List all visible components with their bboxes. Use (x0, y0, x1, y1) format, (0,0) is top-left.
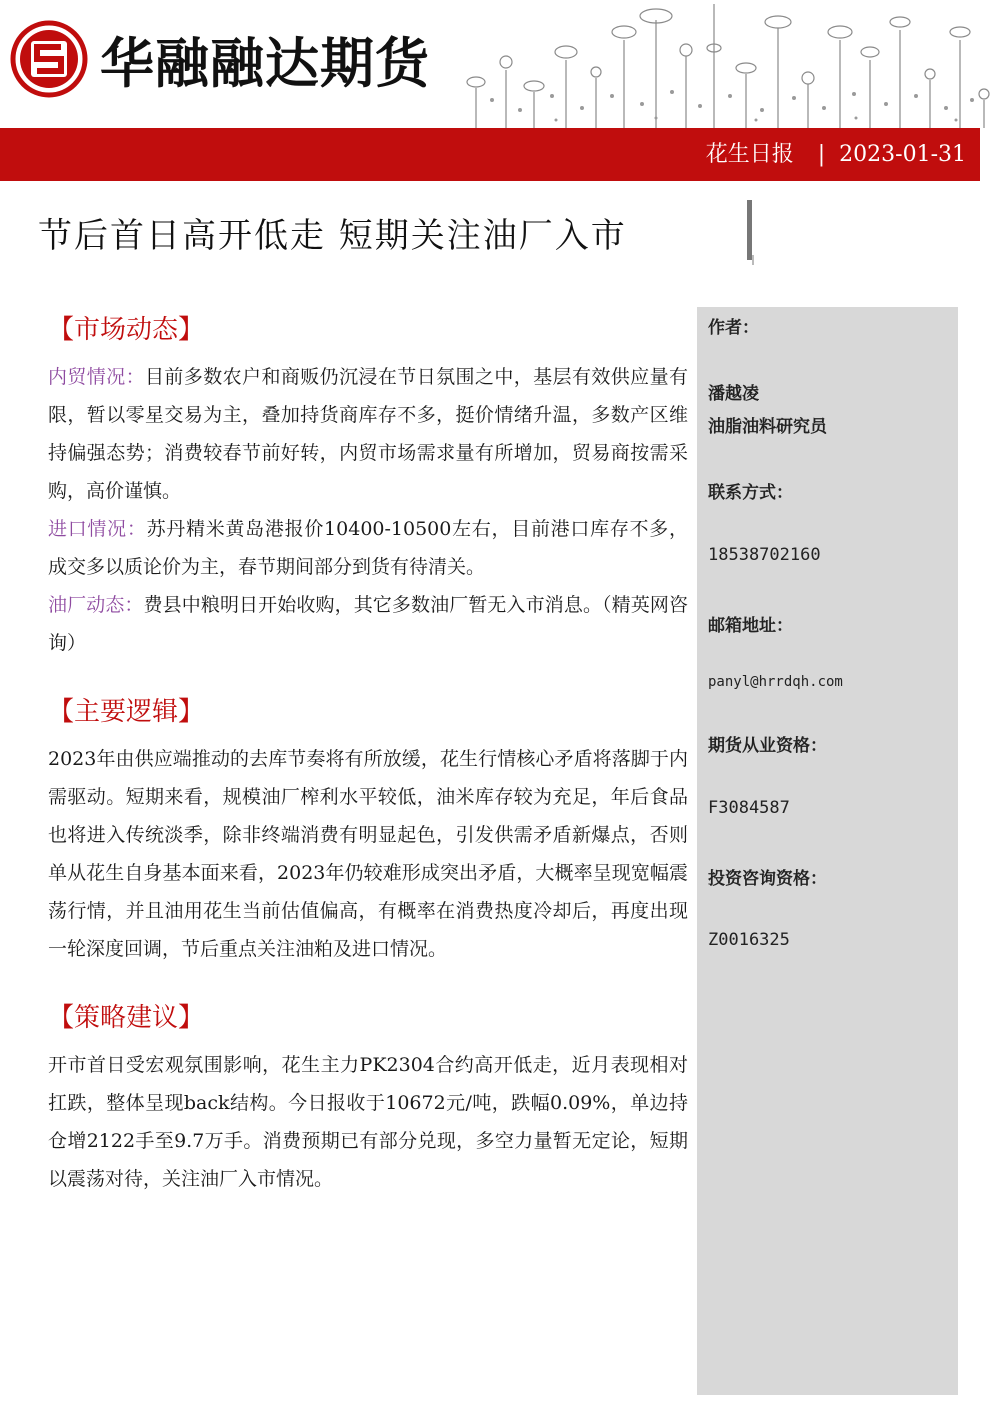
market-item-label: 进口情况： (48, 518, 147, 540)
section-heading-strategy: 【策略建议】 (48, 1003, 205, 1033)
author-label: 作者： (708, 318, 759, 338)
report-title: 节后首日高开低走 短期关注油厂入市 (38, 216, 627, 256)
email-label: 邮箱地址： (708, 616, 793, 636)
market-item-label: 油厂动态： (48, 594, 144, 616)
market-item-domestic (48, 358, 688, 510)
report-type: 花生日报 (705, 142, 794, 167)
market-item-import (48, 510, 688, 586)
market-item-label: 内贸情况： (48, 366, 146, 388)
company-logo-icon (10, 20, 88, 98)
market-section (48, 310, 688, 662)
advisory-cert-number: Z0016325 (708, 930, 790, 950)
author-name: 潘越凌 (708, 384, 759, 404)
section-heading-logic: 【主要逻辑】 (48, 697, 205, 727)
market-item-oil-mill (48, 586, 688, 662)
brand-name: 华融融达期货 (100, 32, 430, 95)
phone-number: 18538702160 (708, 545, 821, 565)
report-meta (706, 128, 966, 181)
contact-label: 联系方式： (708, 483, 793, 503)
band-separator: | (817, 142, 826, 167)
author-title: 油脂油料研究员 (708, 417, 827, 437)
email-address[interactable]: panyl@hrrdqh.com (708, 674, 843, 690)
strategy-section (48, 998, 688, 1198)
author-sidebar (697, 307, 958, 1395)
market-item-text: 苏丹精米黄岛港报价10400-10500左右，目前港口库存不多，成交多以质论价为主，春节期间部分到货有待清关。 (48, 518, 688, 578)
header-band (0, 128, 980, 181)
section-heading-market: 【市场动态】 (48, 315, 205, 345)
futures-cert-label: 期货从业资格： (708, 736, 827, 756)
header-decoration (456, 0, 992, 128)
title-divider (747, 200, 752, 260)
title-divider-tick (752, 255, 754, 265)
main-content (48, 310, 688, 1228)
market-item-text: 费县中粮明日开始收购，其它多数油厂暂无入市消息。（精英网咨询） (48, 594, 688, 654)
report-date: 2023-01-31 (839, 142, 966, 167)
advisory-cert-label: 投资咨询资格： (708, 869, 827, 889)
futures-cert-number: F3084587 (708, 798, 790, 818)
market-item-text: 目前多数农户和商贩仍沉浸在节日氛围之中，基层有效供应量有限，暂以零星交易为主，叠加持货商库存不多，挺价情绪升温，多数产区维持偏强态势；消费较春节前好转，内贸市场需求量有所增加，贸易商按需采购，高价谨慎。 (48, 366, 688, 502)
logic-text: 2023年由供应端推动的去库节奏将有所放缓，花生行情核心矛盾将落脚于内需驱动。短期来看，规模油厂榨利水平较低，油米库存较为充足，年后食品也将进入传统淡季，除非终端消费有明显起色，引发供需矛盾新爆点，否则单从花生自身基本面来看，2023年仍较难形成突出矛盾，大概率呈现宽幅震荡行情，并且油用花生当前估值偏高，有概率在消费热度冷却后，再度出现一轮深度回调，节后重点关注油粕及进口情况。 (48, 748, 688, 960)
strategy-text: 开市首日受宏观氛围影响，花生主力PK2304合约高开低走，近月表现相对扛跌，整体呈现back结构。今日报收于10672元/吨，跌幅0.09%，单边持仓增2122手至9.7万手。消费预期已有部分兑现，多空力量暂无定论，短期以震荡对待，关注油厂入市情况。 (48, 1054, 688, 1190)
logic-section (48, 692, 688, 968)
